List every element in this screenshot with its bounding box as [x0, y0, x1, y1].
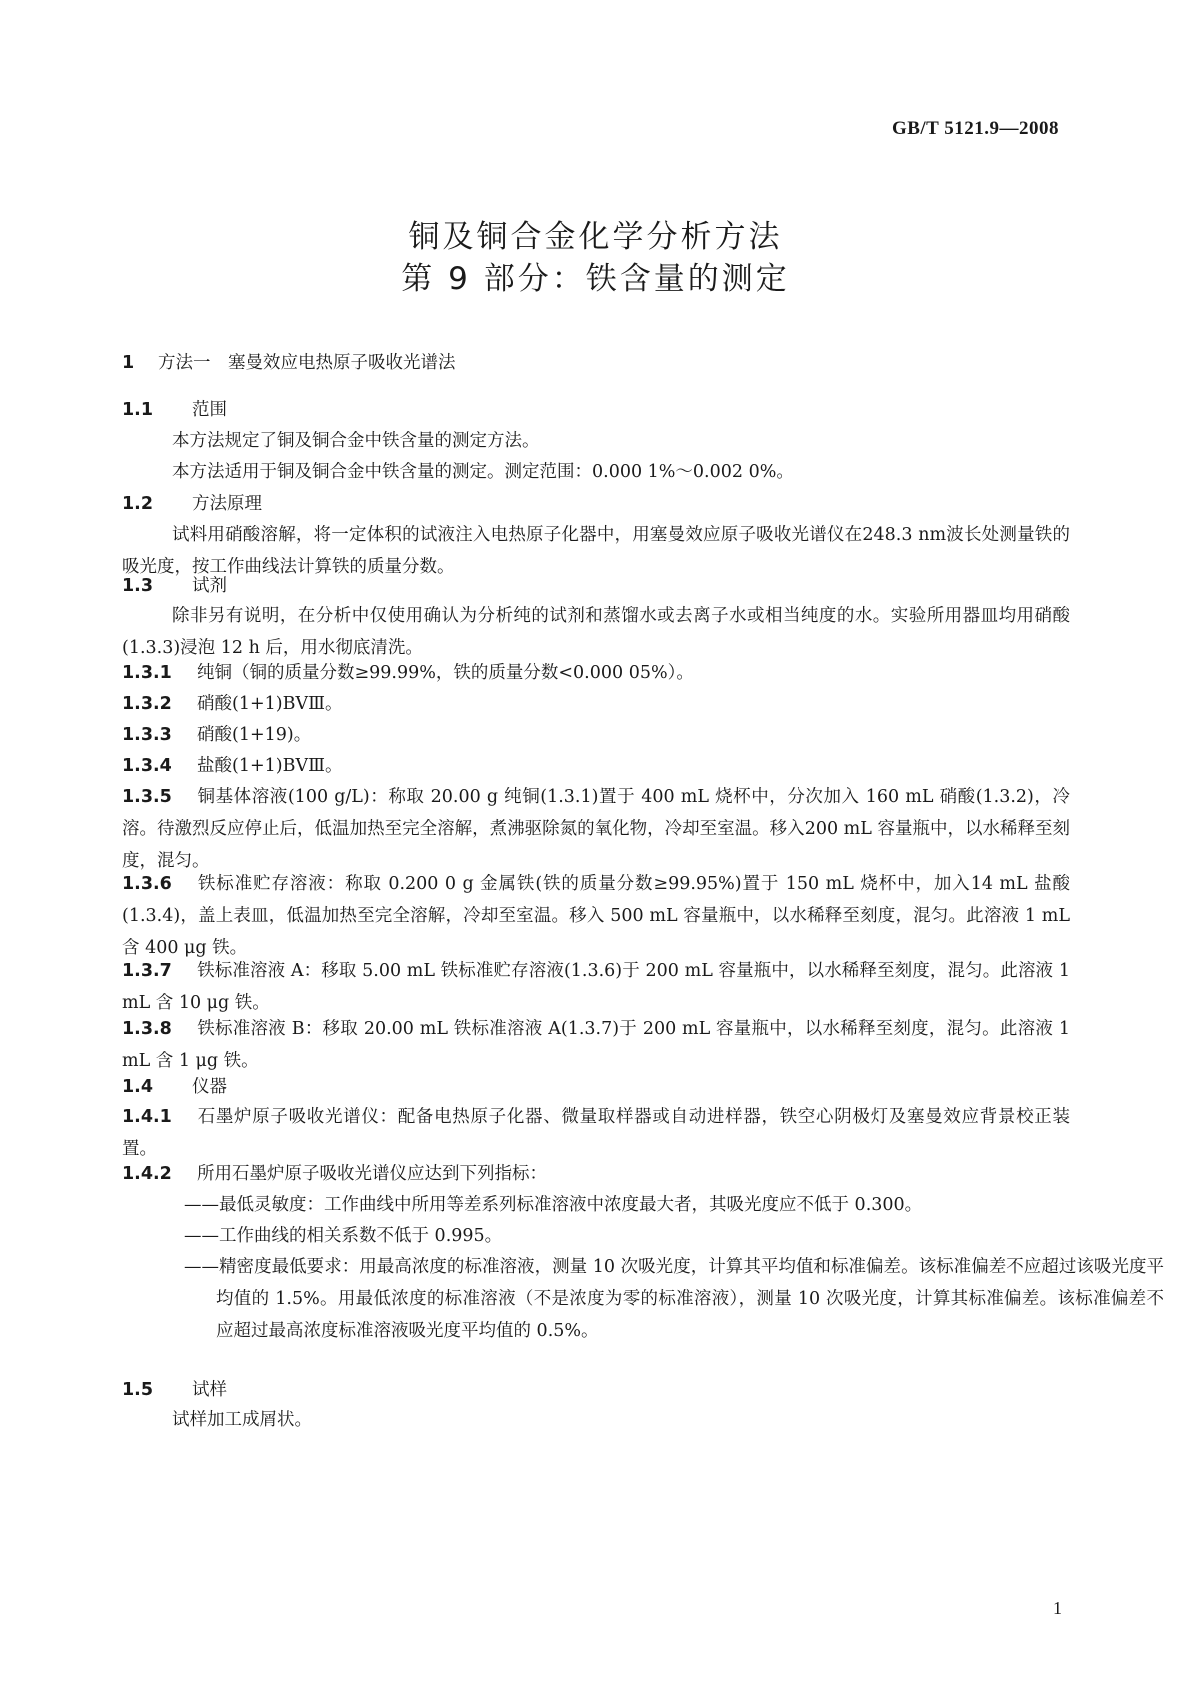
clause-1-3-6	[122, 868, 1070, 964]
clause-number: 1.3.4	[122, 756, 172, 776]
section-title: 试样	[192, 1380, 227, 1400]
clause-number: 1.4.2	[122, 1164, 172, 1184]
document-subtitle: 第 9 部分：铁含量的测定	[401, 261, 790, 297]
clause-1-3-1	[122, 657, 1070, 689]
section-heading-1-1	[122, 394, 1070, 426]
clause-number: 1.3.7	[122, 961, 172, 981]
section-number: 1.3	[122, 576, 154, 596]
clause-text: 纯铜（铜的质量分数≥99.99%，铁的质量分数<0.000 05%）。	[197, 663, 694, 683]
list-item-text: 工作曲线的相关系数不低于 0.995。	[219, 1226, 503, 1246]
list-dash: ——	[184, 1195, 219, 1215]
paragraph: 本方法适用于铜及铜合金中铁含量的测定。测定范围：0.000 1%～0.002 0%。	[172, 462, 794, 482]
list-item	[122, 1251, 1164, 1347]
clause-text: 石墨炉原子吸收光谱仪：配备电热原子化器、微量取样器或自动进样器，铁空心阴极灯及塞曼效应背景校正装置。	[122, 1107, 1070, 1159]
clause-text: 所用石墨炉原子吸收光谱仪应达到下列指标：	[197, 1164, 547, 1184]
clause-number: 1.3.8	[122, 1019, 172, 1039]
clause-1-3-4	[122, 750, 1070, 782]
clause-number: 1.3.3	[122, 725, 172, 745]
clause-text: 铜基体溶液(100 g/L)：称取 20.00 g 纯铜(1.3.1)置于 400 mL 烧杯中，分次加入 160 mL 硝酸(1.3.2)，冷溶。待激烈反应停止后，低温加热至完全溶解，煮沸驱除氮的氧化物，冷却至室温。移入200 mL 容量瓶中，以水稀释至刻度，混匀。	[122, 787, 1070, 871]
section-number: 1.1	[122, 400, 154, 420]
clause-1-4-1	[122, 1101, 1070, 1165]
clause-number: 1.3.1	[122, 663, 172, 683]
list-item	[122, 1189, 1164, 1221]
list-dash: ——	[184, 1226, 219, 1246]
list-item	[122, 1220, 1164, 1252]
clause-1-3-7	[122, 955, 1070, 1019]
clause-text: 铁标准溶液 A：移取 5.00 mL 铁标准贮存溶液(1.3.6)于 200 mL 容量瓶中，以水稀释至刻度，混匀。此溶液 1 mL 含 10 μg 铁。	[122, 961, 1070, 1013]
clause-1-3-2	[122, 688, 1070, 720]
paragraph: 除非另有说明，在分析中仅使用确认为分析纯的试剂和蒸馏水或去离子水或相当纯度的水。实验所用器皿均用硝酸(1.3.3)浸泡 12 h 后，用水彻底清洗。	[122, 606, 1070, 658]
list-item-text: 精密度最低要求：用最高浓度的标准溶液，测量 10 次吸光度，计算其平均值和标准偏差。该标准偏差不应超过该吸光度平均值的 1.5%。用最低浓度的标准溶液（不是浓度为零的标准溶液），测量 10 次吸光度，计算其标准偏差。该标准偏差不应超过最高浓度标准溶液吸光度平均值的 0.5%。	[216, 1257, 1164, 1341]
clause-text: 铁标准贮存溶液：称取 0.200 0 g 金属铁(铁的质量分数≥99.95%)置于 150 mL 烧杯中，加入14 mL 盐酸(1.3.4)，盖上表皿，低温加热至完全溶解，冷却至室温。移入 500 mL 容量瓶中，以水稀释至刻度，混匀。此溶液 1 mL 含 400 μg 铁。	[122, 874, 1070, 958]
clause-1-3-5	[122, 781, 1070, 877]
section-number: 1.4	[122, 1077, 154, 1097]
clause-number: 1.3.5	[122, 787, 172, 807]
section-title: 试剂	[192, 576, 227, 596]
paragraph: 试样加工成屑状。	[172, 1410, 312, 1430]
section-number: 1.5	[122, 1380, 154, 1400]
paragraph: 本方法规定了铜及铜合金中铁含量的测定方法。	[172, 431, 540, 451]
clause-text: 硝酸(1+1)BVⅢ。	[197, 694, 343, 714]
list-dash: ——	[184, 1257, 219, 1277]
clause-text: 铁标准溶液 B：移取 20.00 mL 铁标准溶液 A(1.3.7)于 200 mL 容量瓶中，以水稀释至刻度，混匀。此溶液 1 mL 含 1 μg 铁。	[122, 1019, 1070, 1071]
page-number: 1	[1053, 1598, 1062, 1618]
clause-number: 1.3.6	[122, 874, 172, 894]
list-item-text: 最低灵敏度：工作曲线中所用等差系列标准溶液中浓度最大者，其吸光度应不低于 0.300。	[219, 1195, 923, 1215]
clause-number: 1.3.2	[122, 694, 172, 714]
paragraph: 试料用硝酸溶解，将一定体积的试液注入电热原子化器中，用塞曼效应原子吸收光谱仪在248.3 nm波长处测量铁的吸光度，按工作曲线法计算铁的质量分数。	[122, 525, 1070, 577]
clause-1-4-2	[122, 1158, 1070, 1190]
section-title: 范围	[192, 400, 227, 420]
section-heading-1-2	[122, 488, 1070, 520]
clause-number: 1.4.1	[122, 1107, 172, 1127]
document-title: 铜及铜合金化学分析方法	[408, 219, 783, 255]
standard-code: GB/T 5121.9—2008	[891, 118, 1059, 139]
section-title: 方法原理	[192, 494, 262, 514]
section-number: 1	[122, 353, 135, 373]
clause-1-3-3	[122, 719, 1070, 751]
section-heading-1-5	[122, 1374, 1070, 1406]
clause-text: 硝酸(1+19)。	[197, 725, 312, 745]
section-heading-1-4	[122, 1071, 1070, 1103]
section-title: 方法一 塞曼效应电热原子吸收光谱法	[158, 353, 456, 373]
section-title: 仪器	[192, 1077, 227, 1097]
clause-text: 盐酸(1+1)BVⅢ。	[197, 756, 343, 776]
section-heading-1-3	[122, 570, 1070, 602]
section-heading-1	[122, 347, 1070, 379]
section-number: 1.2	[122, 494, 154, 514]
clause-1-3-8	[122, 1013, 1070, 1077]
